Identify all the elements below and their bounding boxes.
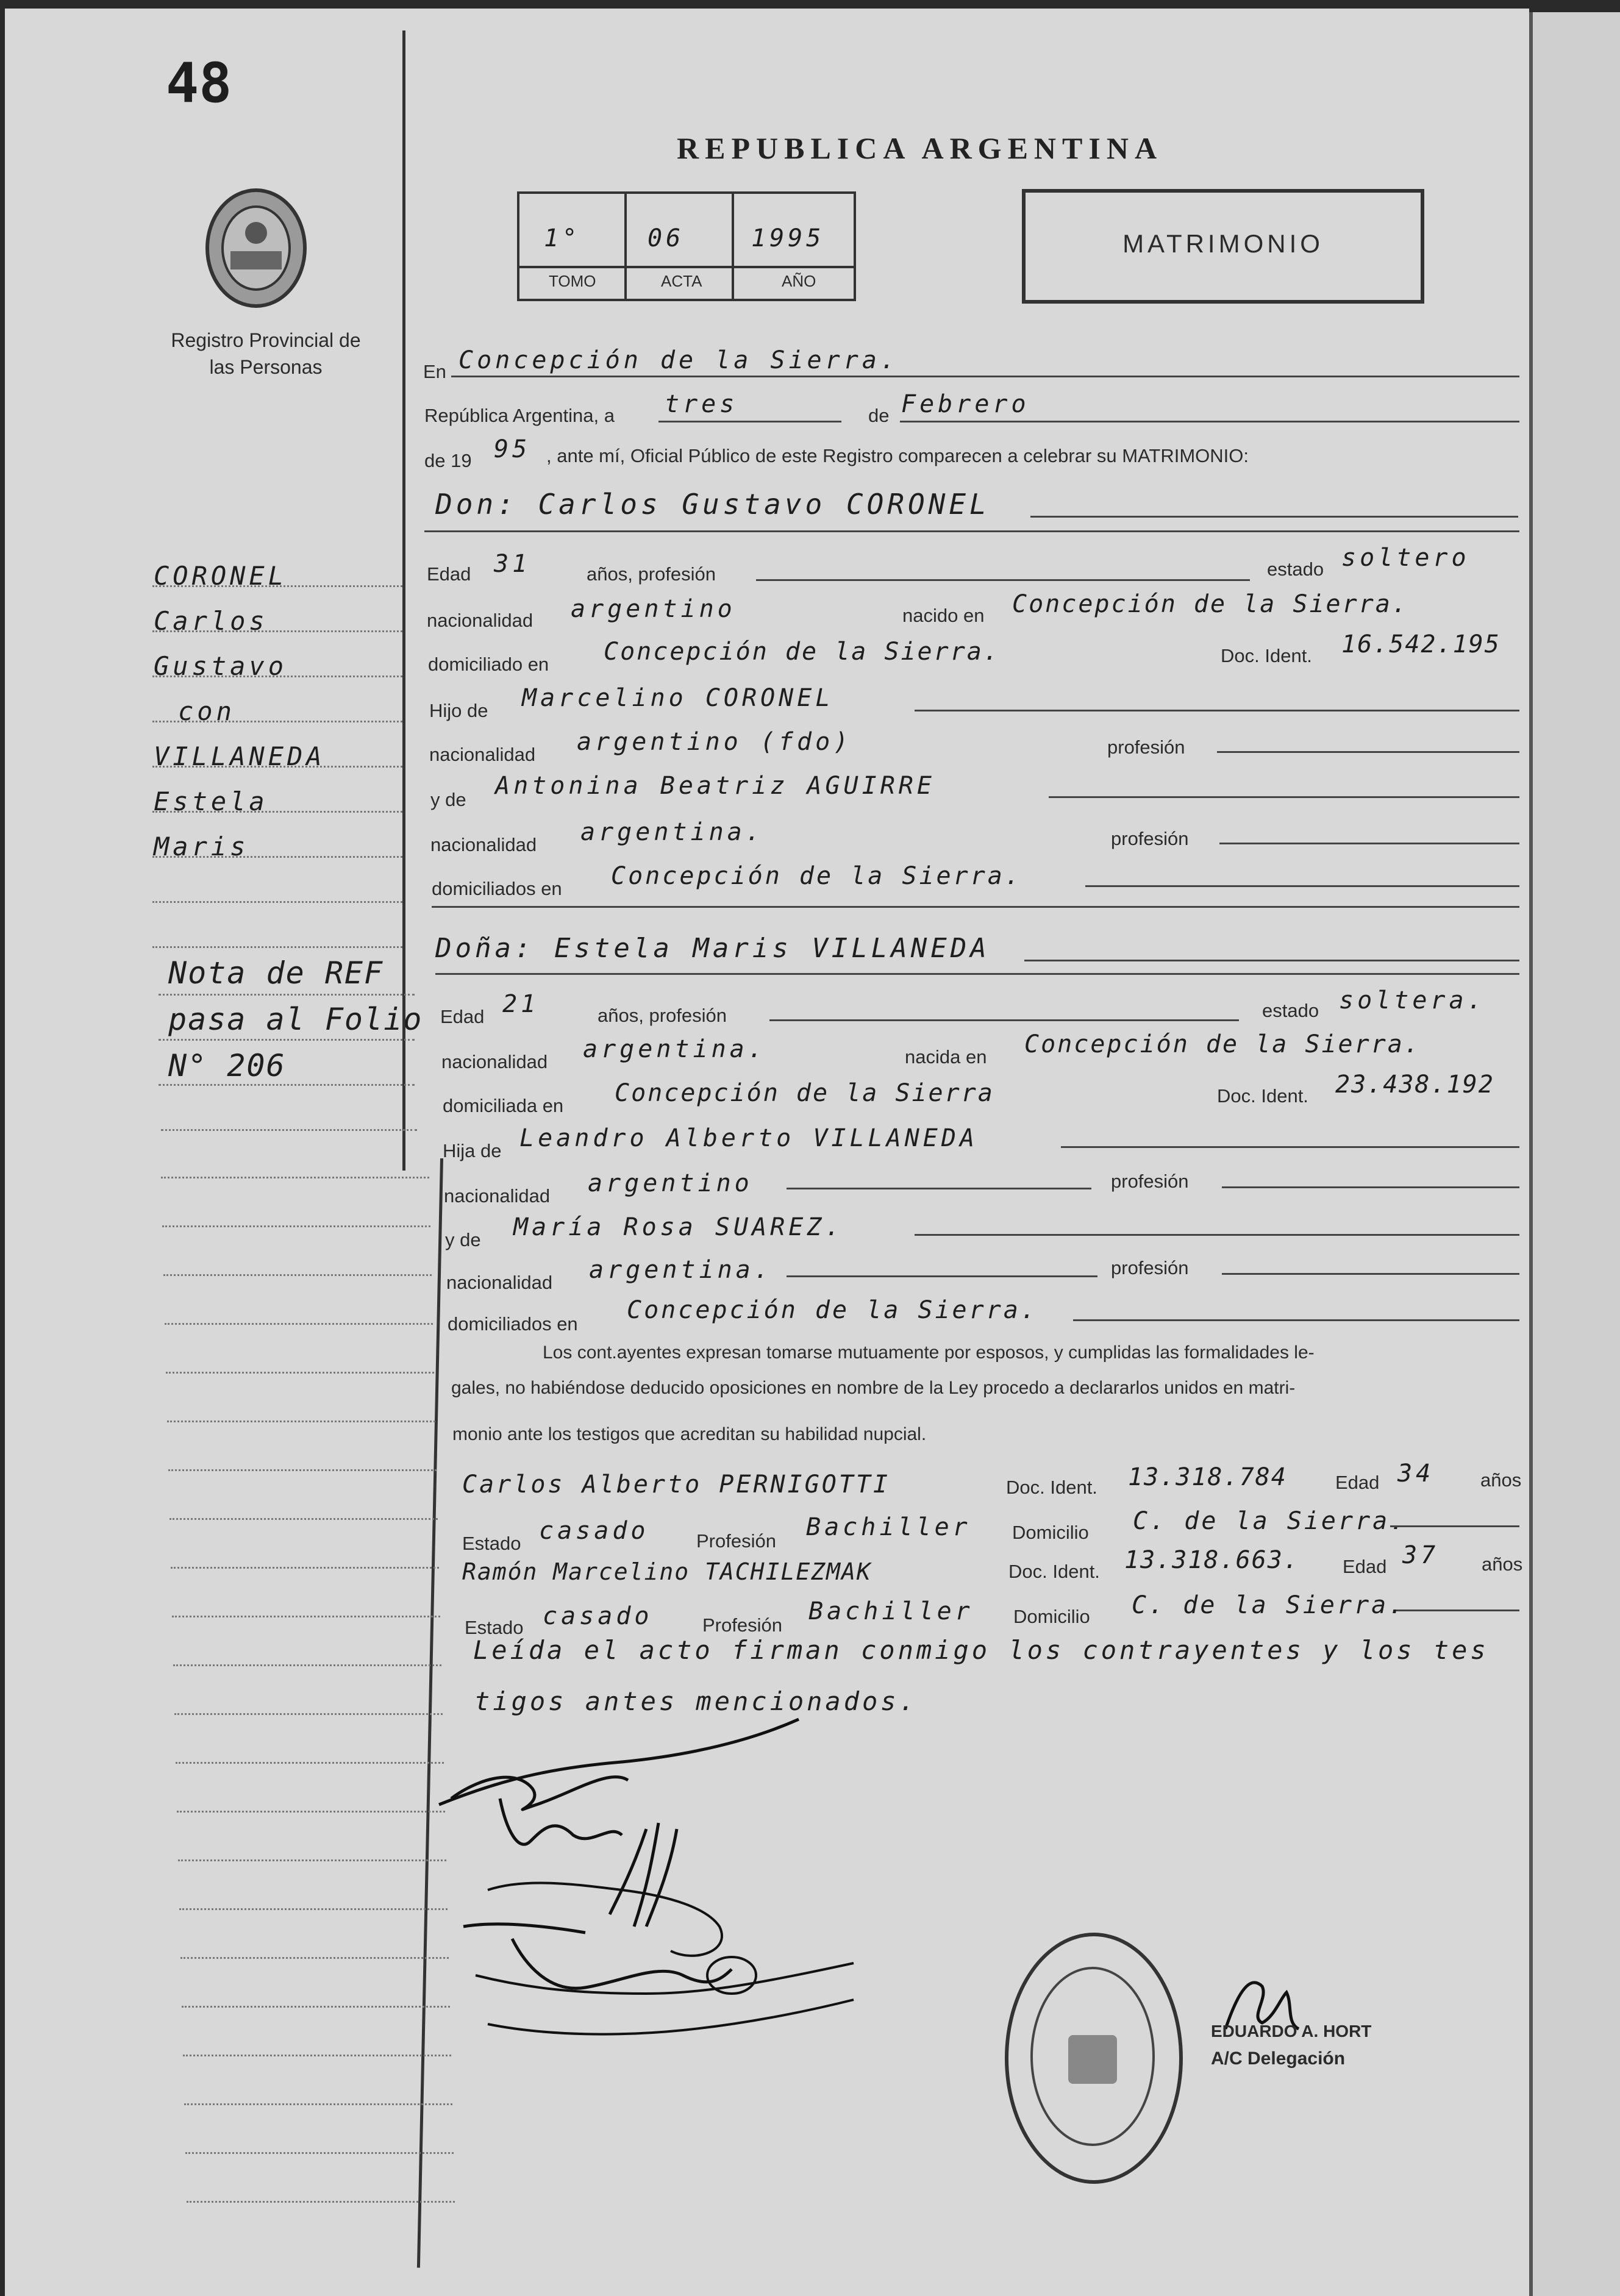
tomo-value: 1°: [544, 224, 581, 252]
place-value: Concepción de la Sierra.: [459, 346, 899, 374]
groom-hijo-label: Hijo de: [429, 700, 488, 721]
bride-parents-domicilio: Concepción de la Sierra.: [627, 1296, 1038, 1324]
witness-1-doc: 13.318.784: [1128, 1463, 1287, 1491]
witness-1-domicilio: C. de la Sierra.: [1133, 1507, 1407, 1535]
groom-heading: Don: Carlos Gustavo CORONEL: [435, 488, 990, 521]
republica-label: República Argentina, a: [424, 405, 615, 426]
bride-profesion-label: años, profesión: [598, 1005, 727, 1026]
ano-label: AÑO: [782, 272, 816, 290]
witness-2-profesion: Bachiller: [808, 1597, 974, 1625]
bride-estado-label: estado: [1262, 1000, 1319, 1021]
acta-label: ACTA: [661, 272, 702, 290]
bride-edad: 21: [502, 990, 540, 1018]
witness-2-doc-label: Doc. Ident.: [1008, 1561, 1100, 1582]
witness-1-edad: 34: [1397, 1460, 1435, 1488]
bride-hija-label: Hija de: [443, 1140, 502, 1161]
witness-2-domicilio: C. de la Sierra.: [1132, 1591, 1406, 1619]
witness-2-estado: casado: [543, 1602, 653, 1630]
groom-mother-profesion-label: profesión: [1111, 828, 1189, 849]
margin-notes: [154, 554, 398, 869]
tomo-label: TOMO: [549, 272, 596, 290]
act-type-box: [1022, 189, 1424, 304]
bride-mother-profesion-label: profesión: [1111, 1257, 1189, 1278]
groom-y-de-label: y de: [430, 789, 466, 810]
groom-doc: 16.542.195: [1341, 630, 1500, 658]
witness-2-estado-label: Estado: [465, 1617, 524, 1638]
groom-mother-nacionalidad: argentina.: [580, 818, 764, 846]
declaration-line-3: monio ante los testigos que acreditan su habilidad nupcial.: [452, 1424, 927, 1444]
witness-1-domicilio-label: Domicilio: [1012, 1522, 1089, 1543]
intro-statement: , ante mí, Oficial Público de este Registro comparecen a celebrar su MATRIMONIO:: [546, 445, 1249, 466]
margin-note: Estela: [154, 786, 268, 816]
bride-father-profesion-label: profesión: [1111, 1171, 1189, 1192]
bride-edad-label: Edad: [440, 1006, 485, 1027]
groom-profesion-label: años, profesión: [587, 563, 716, 585]
witness-1-profesion-label: Profesión: [696, 1530, 776, 1552]
groom-father: Marcelino CORONEL: [522, 684, 834, 712]
bride-domiciliados-label: domiciliados en: [448, 1313, 578, 1335]
bride-mother-nacionalidad: argentina.: [589, 1256, 773, 1284]
bride-estado: soltera.: [1339, 986, 1486, 1014]
witness-1-estado-label: Estado: [462, 1533, 521, 1554]
bride-nacionalidad: argentina.: [583, 1035, 766, 1063]
tomo-acta-ano-box: [517, 191, 856, 301]
en-label: En: [423, 361, 446, 382]
witness-2-anos-label: años: [1482, 1553, 1523, 1575]
witness-2-profesion-label: Profesión: [702, 1614, 782, 1636]
groom-parents-domicilio: Concepción de la Sierra.: [611, 862, 1022, 890]
bride-heading: Doña: Estela Maris VILLANEDA: [435, 933, 990, 964]
declaration-line-1: Los cont.ayentes expresan tomarse mutuamente por esposos, y cumplidas las formalidades le-: [543, 1342, 1315, 1363]
witness-1-profesion: Bachiller: [806, 1513, 971, 1541]
closing-line-1: Leída el acto firman conmigo los contrayentes y los tes: [473, 1635, 1489, 1665]
registry-name: Registro Provincial de las Personas: [171, 329, 361, 378]
country-title: REPUBLICA ARGENTINA: [677, 131, 1163, 165]
groom-estado: soltero: [1341, 544, 1470, 572]
year-suffix: 95: [494, 435, 531, 463]
bride-y-de-label: y de: [445, 1229, 481, 1250]
official-name: EDUARDO A. HORT: [1211, 2022, 1372, 2041]
bride-domiciliada: Concepción de la Sierra: [615, 1079, 994, 1107]
acta-value: 06: [648, 224, 685, 252]
signatures-block: [427, 1707, 890, 2088]
bride-father-nacionalidad: argentino: [588, 1169, 753, 1197]
bride-doc-label: Doc. Ident.: [1217, 1085, 1308, 1107]
groom-mother-nac-label: nacionalidad: [430, 834, 537, 855]
groom-nacionalidad-label: nacionalidad: [427, 610, 533, 631]
groom-father-profesion-label: profesión: [1107, 736, 1185, 758]
official-role: A/C Delegación: [1211, 2048, 1346, 2069]
provincial-crest-icon: [201, 184, 311, 315]
witness-2-edad-label: Edad: [1343, 1556, 1387, 1577]
bride-nacida-label: nacida en: [905, 1046, 987, 1068]
declaration-line-2: gales, no habiéndose deducido oposiciones en nombre de la Ley procedo a declararlos unidos en matri-: [451, 1378, 1296, 1398]
margin-note: N° 206: [168, 1048, 286, 1083]
margin-note: VILLANEDA: [154, 741, 326, 771]
de-label: de: [868, 405, 890, 426]
day-value: tres: [665, 390, 738, 418]
witness-2-edad: 37: [1402, 1541, 1440, 1569]
groom-edad-label: Edad: [427, 563, 471, 585]
month-value: Febrero: [901, 390, 1030, 418]
bride-nacionalidad-label: nacionalidad: [441, 1051, 548, 1072]
act-type-label: MATRIMONIO: [1122, 229, 1324, 258]
margin-note: Carlos: [154, 606, 268, 636]
groom-nacionalidad: argentino: [571, 595, 736, 623]
groom-domiciliado-label: domiciliado en: [428, 654, 549, 675]
margin-note: Maris: [154, 832, 249, 861]
ano-value: 1995: [751, 224, 825, 252]
reference-note: [168, 950, 423, 1089]
groom-nacido: Concepción de la Sierra.: [1012, 590, 1408, 618]
witness-1-estado: casado: [539, 1517, 649, 1545]
groom-estado-label: estado: [1267, 558, 1324, 580]
groom-father-nacionalidad: argentino (fdo): [577, 728, 852, 756]
margin-note: pasa al Folio: [168, 1002, 423, 1037]
groom-domiciliado: Concepción de la Sierra.: [604, 638, 1000, 666]
margin-note: CORONEL: [154, 561, 288, 591]
bride-domiciliada-label: domiciliada en: [443, 1095, 564, 1116]
next-page-edge: [1529, 12, 1620, 2296]
folio-number: 48: [166, 51, 232, 115]
bride-mother-nac-label: nacionalidad: [446, 1272, 553, 1293]
bride-doc: 23.438.192: [1335, 1071, 1494, 1099]
official-stamp: [1005, 1933, 1183, 2184]
witness-1-anos-label: años: [1480, 1469, 1522, 1491]
groom-domiciliados-label: domiciliados en: [432, 878, 562, 899]
bride-father: Leandro Alberto VILLANEDA: [519, 1124, 979, 1152]
groom-nacido-label: nacido en: [902, 605, 985, 626]
witness-1-edad-label: Edad: [1335, 1472, 1380, 1493]
witness-2-name: Ramón Marcelino TACHILEZMAK: [462, 1558, 872, 1585]
groom-doc-label: Doc. Ident.: [1221, 645, 1312, 666]
closing-line-2: tigos antes mencionados.: [474, 1686, 918, 1716]
bride-mother: María Rosa SUAREZ.: [513, 1213, 844, 1241]
bride-nacida: Concepción de la Sierra.: [1024, 1030, 1421, 1058]
bride-father-nac-label: nacionalidad: [444, 1185, 551, 1207]
groom-father-nac-label: nacionalidad: [429, 744, 536, 765]
witness-2-doc: 13.318.663.: [1124, 1546, 1299, 1574]
witness-1-name: Carlos Alberto PERNIGOTTI: [462, 1471, 891, 1499]
margin-note: Gustavo: [154, 651, 288, 681]
groom-edad: 31: [494, 550, 531, 578]
year-prefix: de 19: [424, 450, 472, 471]
margin-note: Nota de REF: [168, 955, 384, 991]
margin-note: con: [178, 696, 235, 726]
witness-2-domicilio-label: Domicilio: [1013, 1606, 1090, 1627]
groom-mother: Antonina Beatriz AGUIRRE: [495, 772, 935, 800]
witness-1-doc-label: Doc. Ident.: [1006, 1477, 1097, 1498]
